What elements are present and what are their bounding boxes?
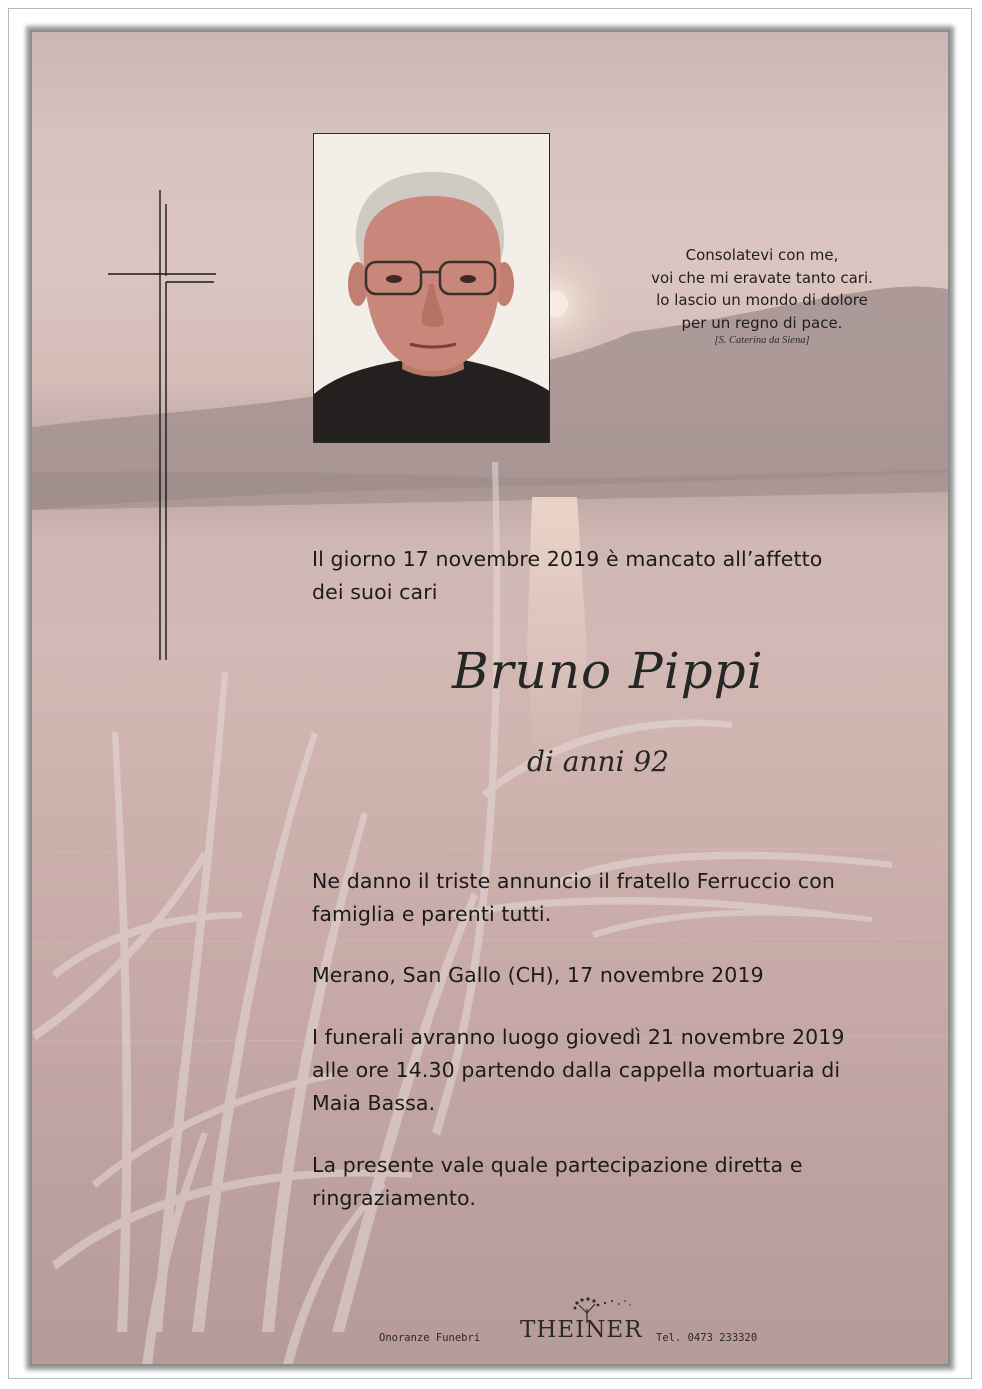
portrait-photo xyxy=(313,133,550,443)
closing-line: ringraziamento. xyxy=(312,1186,476,1210)
place-date: Merano, San Gallo (CH), 17 novembre 2019 xyxy=(312,963,764,987)
funeral-line: alle ore 14.30 partendo dalla cappella mortuaria di xyxy=(312,1058,841,1082)
quote-line: Consolatevi con me, xyxy=(685,246,839,264)
family-line: famiglia e parenti tutti. xyxy=(312,902,552,926)
footer-logo xyxy=(372,1317,792,1361)
portrait-image xyxy=(314,134,550,443)
family-line: Ne danno il triste annuncio il fratello Ferruccio con xyxy=(312,869,835,893)
background-panel xyxy=(30,30,950,1366)
announcement-line: Il giorno 17 novembre 2019 è mancato all’affetto xyxy=(312,547,823,571)
announcement-line: dei suoi cari xyxy=(312,580,438,604)
closing-text xyxy=(312,1149,803,1215)
footer-prefix: Onoranze Funebri xyxy=(379,1332,481,1344)
quote-line: voi che mi eravate tanto cari. xyxy=(651,268,873,287)
funeral-line: I funerali avranno luogo giovedì 21 novembre 2019 xyxy=(312,1025,845,1049)
footer-brand: THEINER xyxy=(520,1317,643,1343)
cross-icon xyxy=(108,190,218,660)
funeral-text xyxy=(312,1021,845,1120)
funeral-line: Maia Bassa. xyxy=(312,1091,436,1115)
closing-line: La presente vale quale partecipazione diretta e xyxy=(312,1153,803,1177)
quote-block xyxy=(622,244,902,348)
family-text xyxy=(312,865,835,931)
deceased-name: Bruno Pippi xyxy=(452,642,764,700)
quote-line: per un regno di pace. xyxy=(681,313,843,332)
announcement-text xyxy=(312,543,822,609)
footer-phone: Tel. 0473 233320 xyxy=(656,1332,758,1344)
quote-line: lo lascio un mondo di dolore xyxy=(656,291,868,309)
deceased-age: di anni 92 xyxy=(527,745,670,778)
quote-source: [S. Caterina da Siena] xyxy=(714,335,810,346)
